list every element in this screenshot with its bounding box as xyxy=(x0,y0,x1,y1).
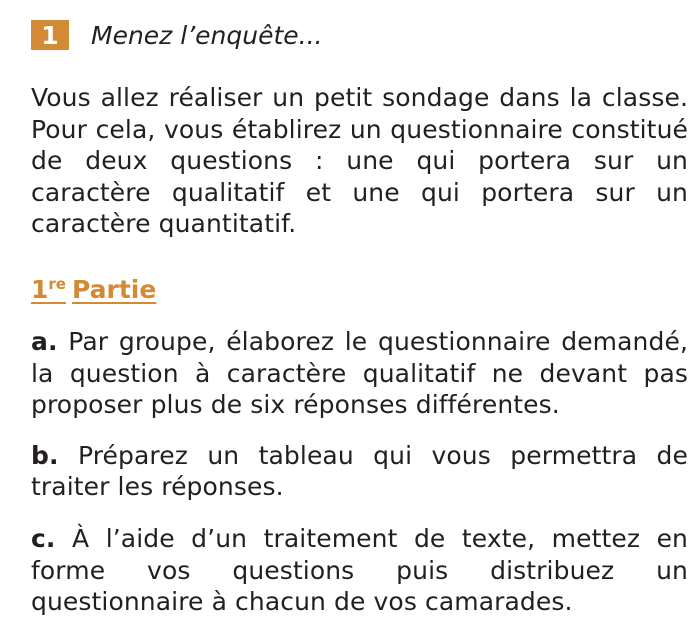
exercise-title: Menez l’enquête... xyxy=(91,20,323,50)
question-b-text: Préparez un tableau qui vous permettra de traiter les réponses. xyxy=(31,440,689,502)
question-a-text: Par groupe, élaborez le questionnaire demandé, la question à caractère qualitatif ne devant pas proposer plus de six réponses différentes. xyxy=(31,326,688,420)
part-heading xyxy=(31,268,688,306)
part-ordinal-suffix: re xyxy=(48,274,66,293)
question-a xyxy=(31,326,688,421)
exercise-header xyxy=(31,14,688,56)
question-b-letter: b. xyxy=(31,440,59,470)
part-label: Partie xyxy=(71,274,157,304)
intro-paragraph: Vous allez réaliser un petit sondage dans la classe. Pour cela, vous établirez un questionnaire constitué de deux questions : une qui portera sur un caractère qualitatif et une qui portera sur un caractère quantitatif. xyxy=(31,83,688,239)
exercise-number-badge: 1 xyxy=(31,20,69,50)
part-number: 1 xyxy=(31,274,49,304)
question-c-letter: c. xyxy=(31,523,56,553)
question-b xyxy=(31,440,688,503)
question-c-text: À l’aide d’un traitement de texte, mettez en forme vos questions puis distribuez un questionnaire à chacun de vos camarades. xyxy=(31,523,688,617)
question-a-letter: a. xyxy=(31,326,58,356)
question-c xyxy=(31,523,688,618)
